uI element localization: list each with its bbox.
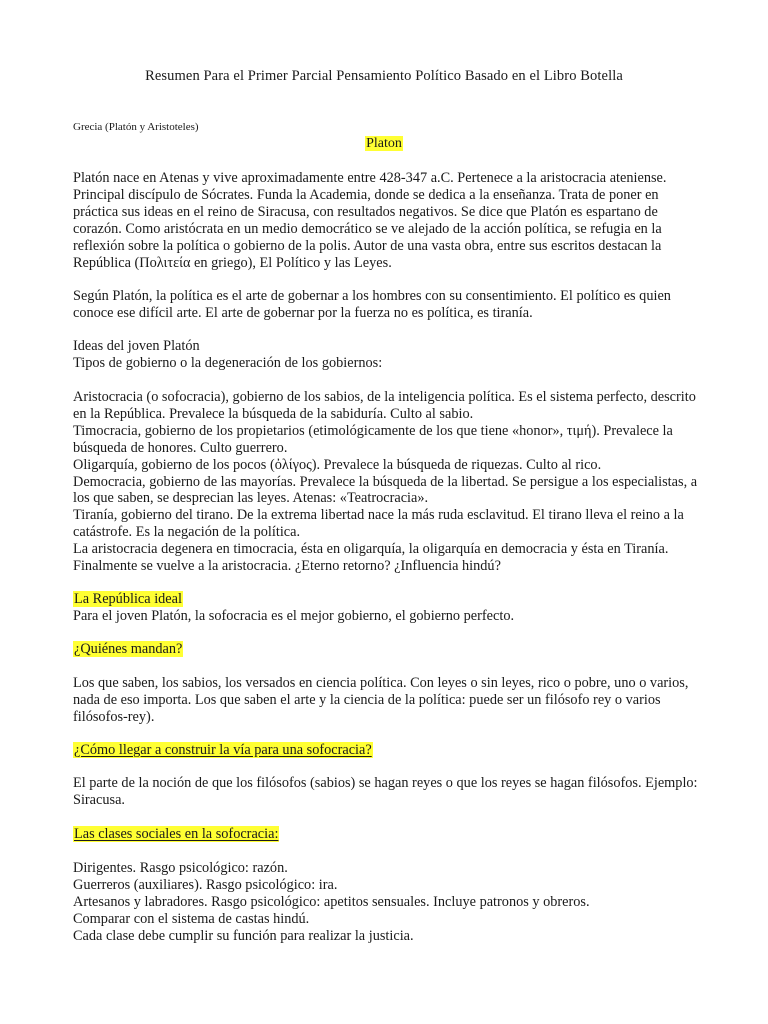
quienes-heading: ¿Quiénes mandan? [74,641,183,657]
como-paragraph [73,775,703,809]
government-types-list [73,389,703,575]
politica-text: Según Platón, la política es el arte de gobernar a los hombres con su consentimiento. El político es quien conoce ese difícil arte. El arte de gobernar por la fuerza no es política, es tiranía. [73,288,671,321]
list-item: Democracia, gobierno de las mayorías. Prevalece la búsqueda de la libertad. Se persigue a los especialistas, a los que saben, se desprecian las leyes. Atenas: «Teatrocracia». [73,473,698,507]
main-heading [0,136,768,152]
list-item: Comparar con el sistema de castas hindú. [73,910,310,927]
ideas-block [73,338,703,372]
list-item: Timocracia, gobierno de los propietarios (etimológicamente de los que tiene «honor», τιμή). Prevalece la búsqueda de honores. Culto guerrero. [73,422,673,456]
quienes-heading-line [73,641,703,658]
ideas-title: Ideas del joven Platón [73,338,200,354]
intro-text: Platón nace en Atenas y vive aproximadamente entre 428-347 a.C. Pertenece a la aristocracia ateniense. Principal discípulo de Sócrates. Funda la Academia, donde se dedica a la enseñanza. Trata de poner en práctica sus ideas en el reino de Siracusa, con resultados negativos. Se dice que Platón es espartano de corazón. Como aristócrata en un medio democrático se ve alejado de la acción política, se refugia en la reflexión sobre la política o gobierno de la polis. Autor de una vasta obra, entre sus escritos destacan la República (Πολιτεία en griego), El Político y las Leyes. [73,170,667,271]
quienes-text: Los que saben, los sabios, los versados en ciencia política. Con leyes o sin leyes, rico o pobre, uno o varios, nada de eso importa. Los que saben el arte y la ciencia de la política: puede ser un filósofo rey o varios filósofos-rey). [73,675,689,725]
list-item: Tiranía, gobierno del tirano. De la extrema libertad nace la más ruda esclavitud. El tirano lleva el reino a la catástrofe. Es la negación de la política. [73,507,684,541]
republica-heading-line [73,591,703,608]
list-item: Artesanos y labradores. Rasgo psicológico: apetitos sensuales. Incluye patronos y obreros. [73,893,590,910]
ideas-subtitle: Tipos de gobierno o la degeneración de los gobiernos: [73,354,383,371]
intro-paragraph [73,170,703,271]
clases-heading: Las clases sociales en la sofocracia: [74,826,279,842]
clases-heading-wrap [73,826,703,843]
document-title: Resumen Para el Primer Parcial Pensamiento Político Basado en el Libro Botella [145,68,623,84]
list-item: Guerreros (auxiliares). Rasgo psicológico: ira. [73,876,338,893]
como-heading-wrap [73,742,703,759]
list-item: Oligarquía, gobierno de los pocos (ὀλίγος). Prevalece la búsqueda de riquezas. Culto al rico. [73,456,602,473]
como-text: El parte de la noción de que los filósofos (sabios) se hagan reyes o que los reyes se hagan filósofos. Ejemplo: Siracusa. [73,775,698,808]
quienes-paragraph [73,675,703,726]
republica-section [73,591,703,625]
como-heading-line [73,742,703,759]
list-item: La aristocracia degenera en timocracia, ésta en oligarquía, la oligarquía en democracia y ésta en Tiranía. Finalmente se vuelve a la aristocracia. ¿Eterno retorno? ¿Influencia hindú? [73,541,669,575]
politica-paragraph [73,288,703,322]
republica-heading: La República ideal [74,591,182,607]
section-label: Grecia (Platón y Aristoteles) [73,121,199,133]
list-item: Dirigentes. Rasgo psicológico: razón. [73,860,288,876]
social-classes-list [73,860,703,945]
como-heading: ¿Cómo llegar a construir la vía para una sofocracia? [74,742,372,758]
list-item: Aristocracia (o sofocracia), gobierno de los sabios, de la inteligencia política. Es el sistema perfecto, descrito en la República. Prevalece la búsqueda de la sabiduría. Culto al sabio. [73,389,696,422]
republica-text: Para el joven Platón, la sofocracia es el mejor gobierno, el gobierno perfecto. [73,607,515,624]
main-heading-text: Platon [366,136,402,151]
clases-heading-line [73,826,703,843]
quienes-heading-wrap [73,641,703,658]
list-item: Cada clase debe cumplir su función para realizar la justicia. [73,927,414,944]
